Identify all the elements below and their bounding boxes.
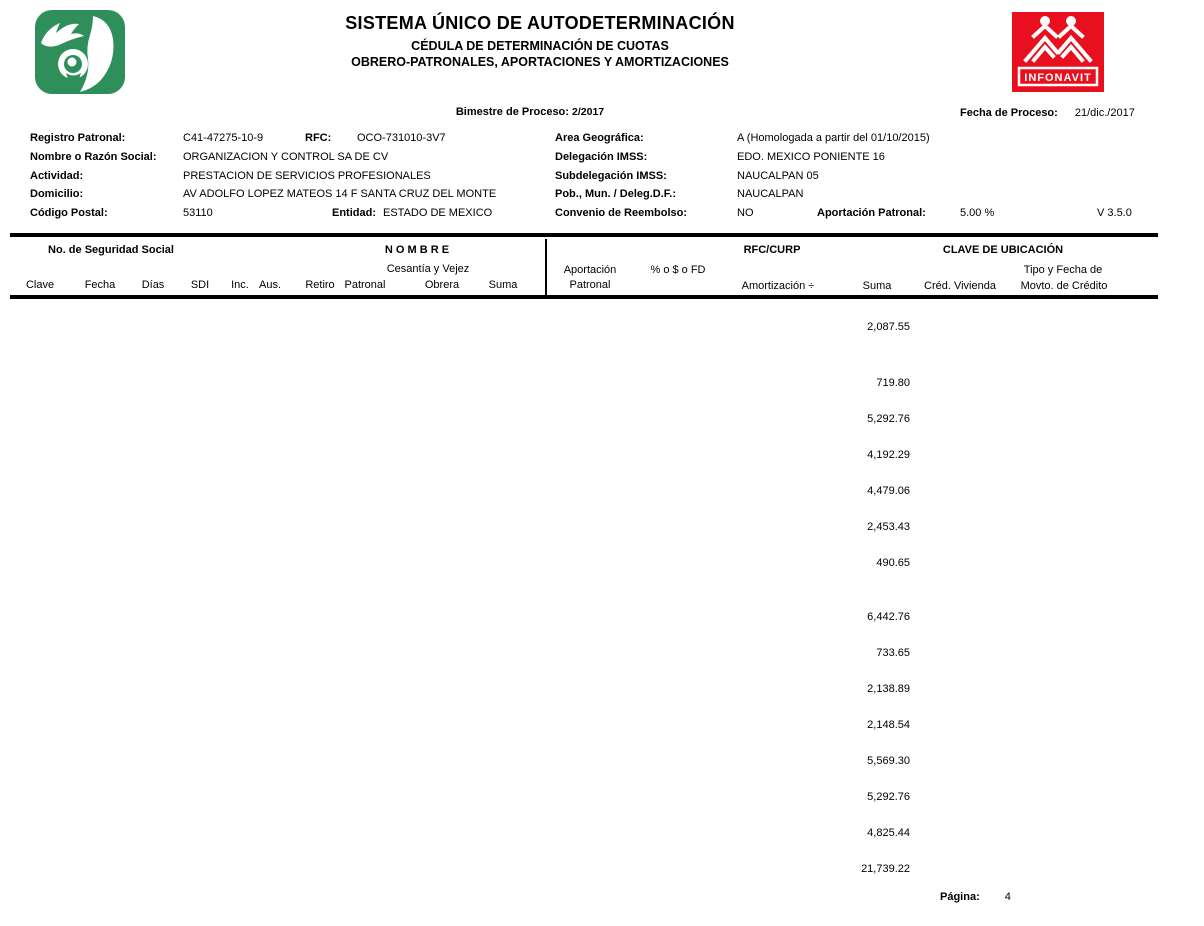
amount-row: 719.80 [876, 377, 910, 389]
column-header-suma-amortizacion: Suma [862, 280, 892, 292]
page-subtitle-2: OBRERO-PATRONALES, APORTACIONES Y AMORTIZACIONES [351, 55, 729, 69]
column-header-sdi: SDI [190, 279, 210, 291]
bimestre-value: 2/2017 [572, 106, 605, 118]
column-group-nss: No. de Seguridad Social [48, 244, 174, 256]
amount-row: 4,192.29 [867, 449, 910, 461]
column-header-credito-vivienda: Créd. Vivienda [924, 280, 996, 292]
column-header-clave: Clave [25, 279, 55, 291]
aportacion-patronal-label: Aportación Patronal: [817, 207, 926, 220]
column-group-rfc-curp: RFC/CURP [743, 244, 801, 256]
fecha-proceso-label: Fecha de Proceso: [960, 107, 1058, 119]
amount-row: 4,825.44 [867, 827, 910, 839]
column-header-tipo-fecha-line1: Tipo y Fecha de [1023, 264, 1103, 276]
area-geografica-label: Area Geográfica: [555, 132, 644, 144]
domicilio-value: AV ADOLFO LOPEZ MATEOS 14 F SANTA CRUZ DEL MONTE [183, 188, 497, 201]
entidad-label: Entidad: [332, 207, 376, 220]
column-header-obrera: Obrera [424, 279, 460, 291]
rfc-label: RFC: [305, 132, 332, 144]
amount-row: 5,569.30 [867, 755, 910, 767]
rfc-value: OCO-731010-3V7 [357, 132, 446, 144]
info-row-domicilio [30, 186, 555, 205]
amount-total-row: 21,739.22 [861, 863, 910, 875]
page-title: SISTEMA ÚNICO DE AUTODETERMINACIÓN [345, 13, 735, 33]
pagina-value: 4 [1004, 891, 1011, 903]
aportacion-patronal-value: 5.00 % [960, 207, 995, 220]
employer-info-right [555, 130, 1200, 224]
poblacion-label: Pob., Mun. / Deleg.D.F.: [555, 188, 676, 201]
codigo-postal-value: 53110 [183, 207, 213, 220]
razon-social-value: ORGANIZACION Y CONTROL SA DE CV [183, 150, 389, 163]
column-header-aus: Aus. [258, 279, 281, 291]
registro-patronal-value: C41-47275-10-9 [183, 132, 264, 144]
amount-row: 2,453.43 [867, 521, 910, 533]
area-geografica-value: A (Homologada a partir del 01/10/2015) [737, 132, 930, 144]
info-row-delegacion [555, 149, 1200, 168]
amount-row: 490.65 [876, 557, 910, 569]
suma-amortizacion-column [790, 309, 910, 887]
amount-row: 5,292.76 [867, 791, 910, 803]
column-header-tipo-fecha-line2: Movto. de Crédito [1020, 280, 1108, 292]
page-subtitle-1: CÉDULA DE DETERMINACIÓN DE CUOTAS [411, 39, 669, 53]
infonavit-logo-text: INFONAVIT [1024, 72, 1092, 84]
amount-row: 6,442.76 [867, 611, 910, 623]
amount-row: 4,479.06 [867, 485, 910, 497]
info-row-area-geografica [555, 130, 1200, 149]
info-row-registro [30, 130, 555, 149]
domicilio-label: Domicilio: [30, 188, 84, 201]
info-row-nombre [30, 149, 555, 168]
column-header-dias: Días [141, 279, 165, 291]
column-group-nombre: N O M B R E [384, 244, 450, 256]
info-row-subdelegacion [555, 168, 1200, 187]
version-label: V 3.5.0 [1097, 207, 1132, 220]
delegacion-imss-label: Delegación IMSS: [555, 150, 648, 163]
fecha-de-proceso [960, 107, 1135, 119]
column-header-patronal: Patronal [344, 279, 386, 291]
registro-patronal-label: Registro Patronal: [30, 132, 126, 144]
document-title-block [240, 13, 840, 69]
column-group-clave-ubicacion: CLAVE DE UBICACIÓN [942, 244, 1064, 256]
column-header-retiro: Retiro [305, 279, 335, 291]
column-header-pct-fd: % o $ o FD [650, 264, 706, 276]
column-header-cesantia-vejez: Cesantía y Vejez [386, 263, 470, 275]
delegacion-imss-value: EDO. MEXICO PONIENTE 16 [737, 150, 885, 163]
column-header-aportacion-line1: Aportación [563, 264, 617, 276]
employer-info-left [30, 130, 555, 224]
imss-logo-icon [33, 7, 129, 97]
codigo-postal-label: Código Postal: [30, 207, 108, 220]
entidad-value: ESTADO DE MEXICO [383, 207, 493, 220]
column-header-fecha: Fecha [84, 279, 116, 291]
column-header-aportacion-line2: Patronal [569, 279, 611, 291]
convenio-reembolso-label: Convenio de Reembolso: [555, 207, 688, 220]
bimestre-label: Bimestre de Proceso: [455, 106, 569, 118]
poblacion-value: NAUCALPAN [737, 188, 804, 201]
amount-row: 5,292.76 [867, 413, 910, 425]
bimestre-de-proceso [280, 106, 780, 118]
razon-social-label: Nombre o Razón Social: [30, 150, 157, 163]
info-row-actividad [30, 168, 555, 187]
table-top-rule [10, 233, 1158, 237]
amount-row: 2,087.55 [867, 321, 910, 333]
actividad-value: PRESTACION DE SERVICIOS PROFESIONALES [183, 169, 431, 182]
amount-row: 733.65 [876, 647, 910, 659]
info-row-convenio [555, 205, 1200, 224]
convenio-reembolso-value: NO [737, 207, 754, 220]
infonavit-logo-icon [1012, 12, 1104, 92]
info-row-codigo-postal [30, 205, 555, 224]
page-number [940, 891, 1011, 903]
amount-row: 2,148.54 [867, 719, 910, 731]
column-header-amortizacion: Amortización ÷ [741, 280, 815, 292]
subdelegacion-imss-label: Subdelegación IMSS: [555, 169, 667, 182]
info-row-poblacion [555, 186, 1200, 205]
table-bottom-rule [10, 295, 1158, 299]
column-header-suma: Suma [488, 279, 518, 291]
fecha-proceso-value: 21/dic./2017 [1074, 107, 1135, 119]
pagina-label: Página: [940, 891, 980, 903]
actividad-label: Actividad: [30, 169, 84, 182]
subdelegacion-imss-value: NAUCALPAN 05 [737, 169, 819, 182]
column-header-inc: Inc. [231, 279, 249, 291]
amount-row: 2,138.89 [867, 683, 910, 695]
